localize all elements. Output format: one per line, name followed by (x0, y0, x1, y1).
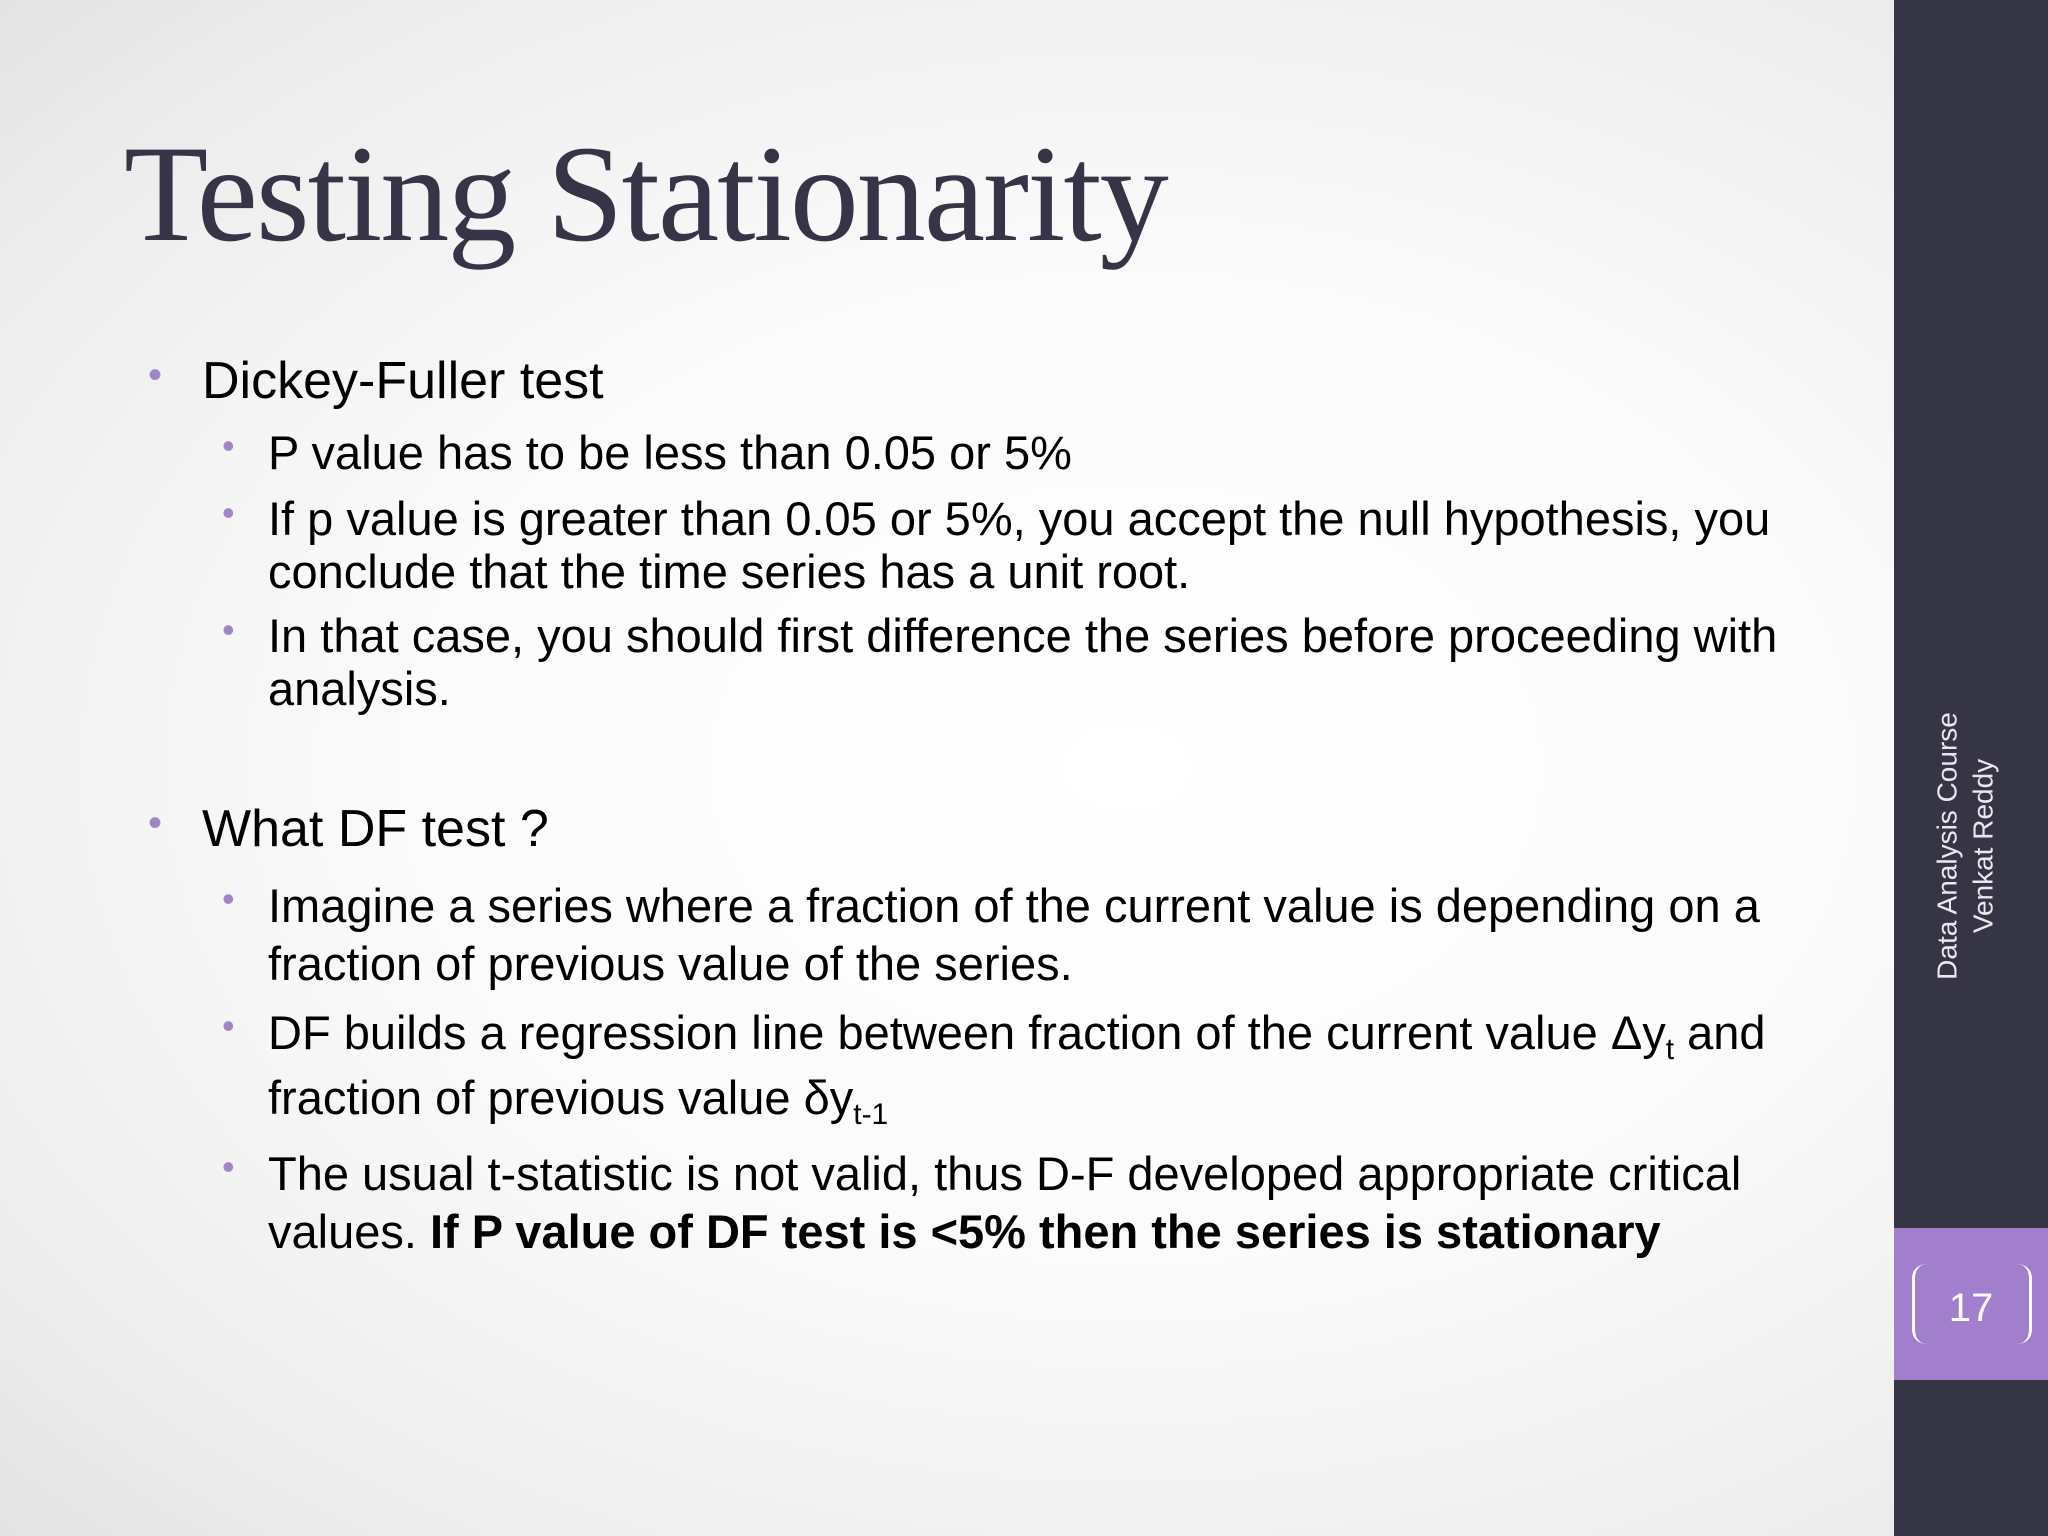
sub-bullet-text: P value has to be less than 0.05 or 5% (268, 425, 1072, 479)
sub-bullet (222, 609, 1860, 715)
bullet-text: What DF test ? (202, 799, 549, 858)
sub-bullet-text: The usual t-statistic is not valid, thus D-F developed appropriate critical values. (268, 1147, 1742, 1258)
sub-bullet-text: If p value is greater than 0.05 or 5%, you accept the null hypothesis, you conclude that the time series has a unit root. (268, 492, 1771, 598)
page-number-box (1894, 1228, 2048, 1380)
sidebar-caption (1930, 712, 2003, 980)
sub-bullet (222, 424, 1860, 481)
sub-bullet-text: In that case, you should first difference the series before proceeding with analysis. (268, 609, 1778, 715)
bullet-dot-icon: • (148, 353, 163, 397)
bullet-dot-icon: • (222, 424, 235, 466)
bullet-what-df-test (140, 800, 1860, 860)
sub-bullet (222, 1145, 1860, 1260)
bullet-dot-icon: • (222, 1005, 235, 1047)
bullet-dot-icon: • (148, 800, 163, 845)
subscript: t (1665, 1033, 1675, 1067)
sub-bullet (222, 492, 1860, 598)
sub-bullet-text: DF builds a regression line between fraction of the current value Δy (268, 1006, 1666, 1060)
bullet-text: Dickey-Fuller test (202, 352, 604, 410)
bullet-dickey-fuller (140, 352, 1860, 412)
author-name: Venkat Reddy (1968, 758, 1999, 934)
slide-title: Testing Stationarity (124, 117, 1167, 270)
subscript: t-1 (853, 1097, 889, 1131)
bullet-dot-icon: • (222, 1146, 235, 1188)
bullet-dot-icon: • (222, 492, 235, 534)
sub-bullet (222, 1004, 1860, 1133)
sub-bullet-text: and fraction of previous value δy (268, 1006, 1766, 1124)
course-name: Data Analysis Course (1931, 712, 1963, 980)
sub-bullet-text: Imagine a series where a fraction of the current value is depending on a fraction of previous value of the series. (268, 879, 1760, 990)
bullet-dot-icon: • (222, 878, 235, 920)
bullet-dot-icon: • (222, 609, 235, 651)
sub-bullet-bold-text: If P value of DF test is <5% then the series is stationary (429, 1204, 1661, 1258)
slide-content (140, 352, 1860, 1260)
sub-bullet (222, 877, 1860, 992)
page-number: 17 (1948, 1286, 1994, 1330)
